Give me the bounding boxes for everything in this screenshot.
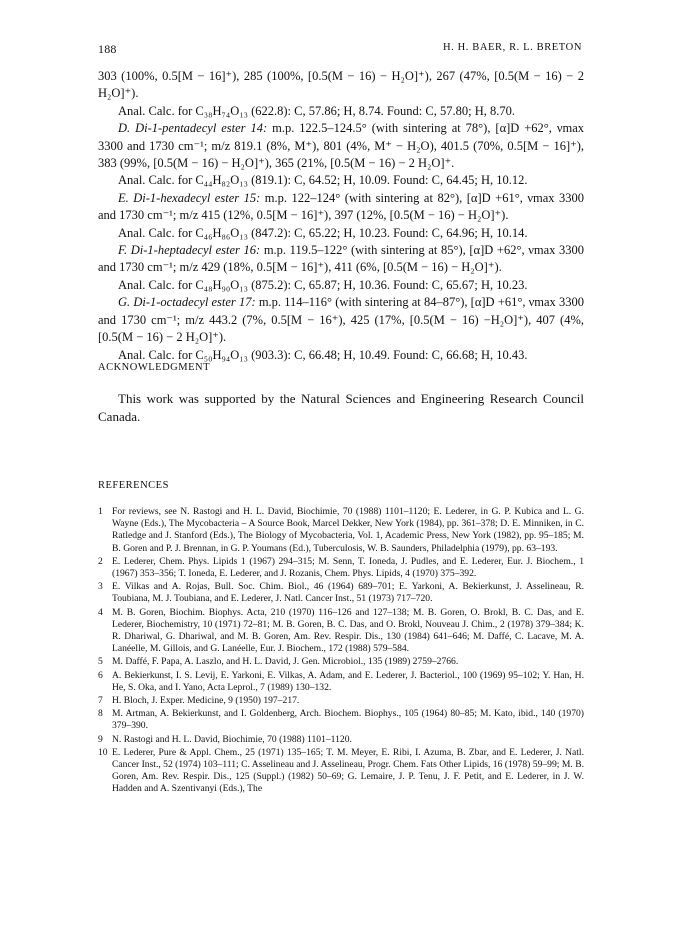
reference-item <box>98 556 584 580</box>
reference-text: E. Lederer, Chem. Phys. Lipids 1 (1967) 294–315; M. Senn, T. Ioneda, J. Pudles, and E. Lederer, Eur. J. Biochem., 1 (1967) 353–356; T. Ioneda, E. Lederer, and J. Rozanis, Chem. Phys. Lipids, 4 (1970) 375–392. <box>112 555 584 580</box>
reference-number: 8 <box>98 708 103 720</box>
running-title: H. H. BAER, R. L. BRETON <box>442 42 582 53</box>
compound-f-data: m.p. 119.5–122° (with sintering at 85°), [α]D +62°, νmax 3300 and 1730 cm⁻¹; m/z 429 (18%, 0.5[M − 16]⁺), 411 (6%, [0.5(M − 16) − H₂O]⁺). <box>98 243 584 275</box>
compound-g-title: G. Di-1-octadecyl ester 17: <box>118 295 256 310</box>
reference-text: M. Artman, A. Bekierkunst, and I. Goldenberg, Arch. Biochem. Biophys., 105 (1964) 80–85; M. Kato, ibid., 140 (1970) 379–390. <box>112 708 584 732</box>
reference-item <box>98 506 584 555</box>
references-heading: REFERENCES <box>98 480 169 491</box>
acknowledgment-text: This work was supported by the Natural Sciences and Engineering Research Council Canada. <box>98 391 584 424</box>
analysis-c: Anal. Calc. for C₃₈H₇₄O₁₃ (622.8): C, 57.86; H, 8.74. Found: C, 57.80; H, 8.70. <box>118 103 515 118</box>
compound-d-entry <box>98 120 584 172</box>
reference-number: 7 <box>98 695 103 707</box>
page-number: 188 <box>98 42 117 56</box>
reference-item <box>98 670 584 694</box>
reference-item <box>98 607 584 656</box>
reference-item <box>98 695 584 707</box>
reference-text: E. Vilkas and A. Rojas, Bull. Soc. Chim. Biol., 46 (1964) 689–701; E. Yarkoni, A. Bekierkunst, J. Asselineau, R. Toubiana, M. J. Toubiana, and E. Lederer, J. Natl. Cancer Inst., 51 (1973) 717–720. <box>112 581 584 605</box>
reference-text: A. Bekierkunst, I. S. Levij, E. Yarkoni, E. Vilkas, A. Adam, and E. Lederer, J. Bacteriol., 100 (1969) 95–102; Y. Han, H. He, S. Oka, and I. Yano, Acta Leprol., 7 (1989) 130–132. <box>112 669 584 693</box>
analysis-e: Anal. Calc. for C₄₆H₈₆O₁₃ (847.2): C, 65.22; H, 10.23. Found: C, 64.96; H, 10.14. <box>118 225 528 240</box>
reference-text: M. B. Goren, Biochim. Biophys. Acta, 210 (1970) 116–126 and 127–138; M. B. Goren, O. Brokl, B. C. Das, and E. Lederer, Biochemistry, 10 (1971) 72–81; M. B. Goren, B. C. Das, and O. Brokl, Nouveau J. Chim., 2 (1978) 379–384; K. R. Dhariwal, G. Dhariwal, and M. B. Goren, Am. Rev. Respir. Dis., 130 (1984) 641–646; M. Daffé, C. Lacave, M. A. Lanéelle, M. Gillois, and G. Lanéelle, Eur. J. Biochem., 172 (1988) 579–584. <box>112 606 584 655</box>
reference-number: 2 <box>98 555 103 567</box>
continued-mass-spec-line: 303 (100%, 0.5[M − 16]⁺), 285 (100%, [0.5(M − 16) − H₂O]⁺), 267 (47%, [0.5(M − 16) − 2 H₂O]⁺). <box>98 69 584 101</box>
reference-number: 6 <box>98 669 103 681</box>
compound-g-entry <box>98 294 584 346</box>
reference-text: N. Rastogi and H. L. David, Biochimie, 70 (1988) 1101–1120. <box>112 733 352 745</box>
reference-text: E. Lederer, Pure & Appl. Chem., 25 (1971) 135–165; T. M. Meyer, E. Ribi, I. Azuma, B. Zbar, and E. Lederer, J. Natl. Cancer Inst., 52 (1974) 103–111; C. Asselineau and J. Asselineau, Progr. Chem. Fats Other Lipids, 16 (1978) 59–99; M. B. Goren, Am. Rev. Respir. Dis., 125 (Suppl.) (1982) 50–69; G. Lemaire, J. P. Tenu, J. F. Petit, and E. Lederer, in J. W. Hadden and A. Szentivanyi (Eds.), The <box>112 746 584 795</box>
compound-e-entry <box>98 190 584 225</box>
reference-number: 4 <box>98 606 103 618</box>
reference-item <box>98 581 584 605</box>
reference-number: 10 <box>98 746 108 758</box>
reference-item <box>98 734 584 746</box>
analysis-d: Anal. Calc. for C₄₄H₈₂O₁₃ (819.1): C, 64.52; H, 10.09. Found: C, 64.45; H, 10.12. <box>118 173 528 188</box>
compound-d-data: m.p. 122.5–124.5° (with sintering at 78°), [α]D +62°, νmax 3300 and 1730 cm⁻¹; m/z 819.1 (8%, M⁺), 801 (4%, M⁺ − H₂O), 401.5 (70%, 0.5[M − 16]⁺), 383 (99%, [0.5(M − 16) − H₂O]⁺), 365 (21%, [0.5(M − 16) − 2 H₂O]⁺. <box>98 121 585 171</box>
analysis-f: Anal. Calc. for C₄₈H₉₀O₁₃ (875.2): C, 65.87; H, 10.36. Found: C, 65.67; H, 10.23. <box>118 277 528 292</box>
compound-e-title: E. Di-1-hexadecyl ester 15: <box>118 190 261 205</box>
reference-number: 5 <box>98 656 103 668</box>
reference-number: 9 <box>98 733 103 745</box>
experimental-section <box>98 68 584 364</box>
analysis-g: Anal. Calc. for C₅₀H₉₄O₁₃ (903.3): C, 66.48; H, 10.49. Found: C, 66.68; H, 10.43. <box>118 347 528 362</box>
compound-f-title: F. Di-1-heptadecyl ester 16: <box>118 243 261 258</box>
references-list <box>98 506 584 797</box>
page-header <box>98 42 582 58</box>
reference-item <box>98 747 584 796</box>
reference-item <box>98 656 584 668</box>
reference-number: 3 <box>98 581 103 593</box>
reference-item <box>98 708 584 732</box>
compound-g-data: m.p. 114–116° (with sintering at 84–87°), [α]D +61°, νmax 3300 and 1730 cm⁻¹; m/z 443.2 (7%, 0.5[M − 16⁺), 425 (17%, [0.5(M − 16) −H₂O]⁺), 407 (4%, [0.5(M − 16) − 2 H₂O]⁺). <box>98 295 584 345</box>
reference-text: H. Bloch, J. Exper. Medicine, 9 (1950) 197–217. <box>112 695 300 707</box>
compound-e-data: m.p. 122–124° (with sintering at 82°), [α]D +61°, νmax 3300 and 1730 cm⁻¹; m/z 415 (12%, 0.5[M − 16]⁺), 397 (12%, [0.5(M − 16) − H₂O]⁺). <box>98 190 585 223</box>
reference-text: For reviews, see N. Rastogi and H. L. David, Biochimie, 70 (1988) 1101–1120; E. Lederer, in G. P. Kubica and L. G. Wayne (Eds.), The Mycobacteria – A Source Book, Marcel Dekker, New York (1984), pp. 361–378; D. E. Minniken, in C. Ratledge and J. Stanford (Eds.), The Biology of Mycobacteria, Vol. 1, Academic Press, New York (1982), pp. 95–185; M. B. Goren and P. J. Brennan, in G. P. Youmans (Ed.), Tuberculosis, W. B. Saunders, Philadelphia (1979), pp. 63–193. <box>112 506 584 554</box>
reference-text: M. Daffé, F. Papa, A. Laszlo, and H. L. David, J. Gen. Microbiol., 135 (1989) 2759–2766. <box>112 656 459 668</box>
acknowledgment-heading: ACKNOWLEDGMENT <box>98 362 210 373</box>
compound-d-title: D. Di-1-pentadecyl ester 14: <box>118 121 268 136</box>
reference-number: 1 <box>98 506 103 517</box>
compound-f-entry <box>98 242 584 277</box>
